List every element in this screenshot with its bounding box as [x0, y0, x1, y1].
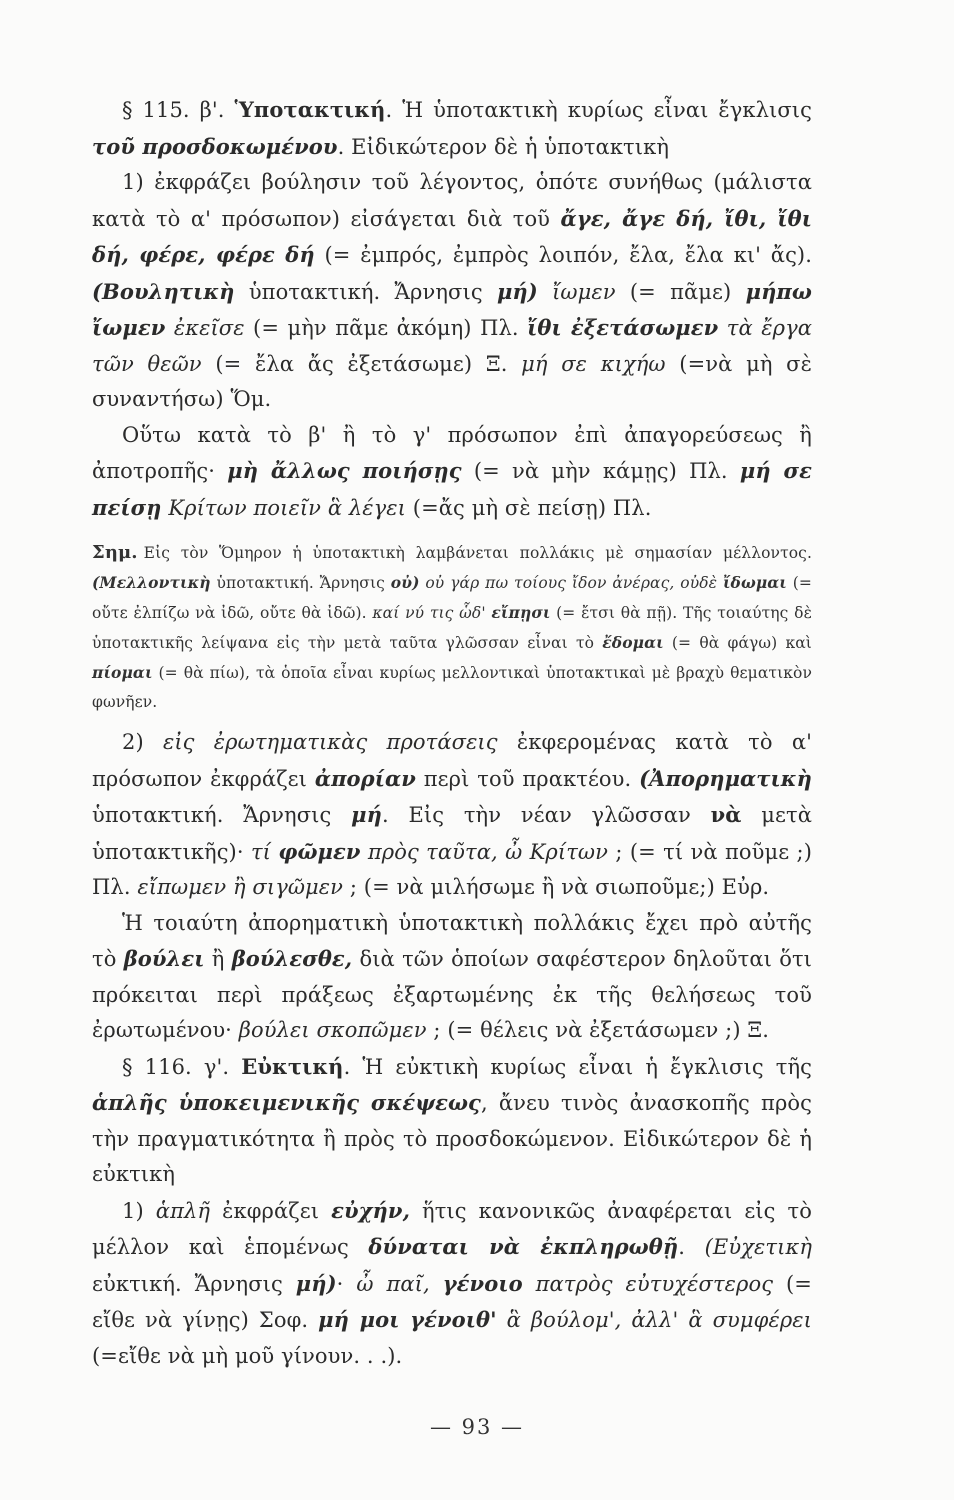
text-run: καί νύ τις ὧδ'	[372, 604, 486, 622]
text-run: ὦ παῖ,	[356, 1271, 430, 1296]
note-label: Σημ.	[92, 542, 138, 563]
paragraph-115-1b	[92, 418, 812, 527]
page-body	[92, 92, 812, 1374]
text-run: Ἡ τοιαύτη ἀπορηματικὴ ὑποτακτικὴ πολλάκις ἔχει πρὸ αὐτῆς τὸ	[92, 910, 812, 971]
text-run: ; (= θέλεις νὰ ἐξετάσωμεν ;) Ξ.	[426, 1018, 770, 1042]
text-run: εἴπῃσι	[491, 603, 551, 622]
text-run: (=νὰ μὴ σὲ συναντήσω) Ὅμ.	[92, 351, 812, 411]
text-run: μήπω ἴωμεν	[92, 278, 812, 340]
text-run: (Μελλοντικὴ	[92, 573, 211, 592]
text-run: 2)	[122, 730, 163, 754]
text-run: ὑποτακτική. Ἄρνησις	[210, 574, 391, 592]
text-run	[497, 1308, 507, 1332]
text-run: τοῦ προσδοκωμένου	[92, 133, 338, 159]
paragraph-115-1	[92, 165, 812, 418]
text-run: ἀπορίαν	[314, 765, 416, 791]
text-run: (= νὰ μὴν κάμῃς) Πλ.	[461, 459, 740, 483]
text-run	[718, 316, 726, 340]
text-run: ἢ	[204, 947, 232, 971]
text-run: μή σε κιχήω	[521, 351, 666, 376]
text-run: διὰ τῶν ὁποίων σαφέστερον δηλοῦται ὅτι πρόκειται περὶ πράξεως ἐξαρτωμένης ἐκ τῆς θελήσεως τοῦ ἐρωτωμένου·	[92, 947, 812, 1042]
text-run: ἃ βούλομ', ἀλλ' ἃ συμφέρει	[506, 1308, 812, 1332]
text-run: ἴθι ἐξετάσωμεν	[527, 315, 719, 340]
text-run: Ὑποτακτική	[234, 97, 386, 122]
text-run: πρὸς ταῦτα, ὦ Κρίτων	[367, 839, 609, 864]
text-run: ἁπλῆς ὑποκειμενικῆς σκέψεως	[92, 1090, 481, 1115]
text-run: .	[678, 1235, 705, 1259]
text-run: φῶμεν	[278, 838, 361, 864]
text-run: πατρὸς εὐτυχέστερος	[535, 1271, 774, 1296]
text-run: ἁπλῆ	[155, 1198, 211, 1223]
text-run: εὐχήν,	[331, 1197, 410, 1223]
text-run: εὐκτική. Ἄρνησις	[92, 1271, 296, 1296]
text-run	[361, 840, 368, 864]
page-number: — 93 —	[429, 1415, 525, 1439]
text-run: βούλει	[123, 946, 205, 971]
text-run	[165, 316, 173, 340]
section-116-heading	[92, 1049, 812, 1193]
text-run: ἄγε, ἄγε δή, ἴθι, ἴθι δή, φέρε, φέρε δή	[92, 205, 813, 267]
note-text	[92, 544, 812, 711]
text-run: γένοιο	[442, 1270, 523, 1296]
text-run: § 116. γ'.	[122, 1054, 242, 1079]
text-run: ἔδομαι	[602, 633, 664, 652]
text-run: τί	[250, 839, 272, 864]
text-run: τὰ ἔργα τῶν θεῶν	[92, 316, 813, 376]
paragraph-115-2	[92, 725, 812, 906]
text-run: μή σε πείσῃ	[92, 458, 812, 520]
text-run	[538, 280, 552, 304]
text-run: μή)	[295, 1270, 337, 1296]
text-run: ὑποτακτική. Ἄρνησις	[92, 803, 352, 827]
text-run: δύναται νὰ ἐκπληρωθῇ	[368, 1234, 679, 1259]
text-run: πίομαι	[92, 663, 153, 682]
text-run: Οὕτω κατὰ τὸ β' ἢ τὸ γ' πρόσωπον ἐπὶ ἀπαγορεύσεως ἢ ἀποτροπῆς·	[92, 422, 812, 483]
text-run: μή	[351, 802, 382, 827]
text-run: (Ἀπορηματικὴ	[639, 765, 813, 791]
text-run: Εὐκτική	[241, 1053, 344, 1079]
text-run: νὰ	[710, 802, 742, 827]
text-run: ·	[336, 1271, 357, 1296]
text-run: (= ἐμπρός, ἐμπρὸς λοιπόν, ἔλα, ἔλα κι' ἄς).	[314, 243, 812, 267]
text-run: , ἄνευ τινὸς ἀνασκοπῆς πρὸς τὴν πραγματικότητα ἢ πρὸς τὸ προσδοκώμενον. Εἰδικώτερον δὲ ἡ εὐκτικὴ	[92, 1091, 812, 1186]
text-run: Κρίτων ποιεῖν ἃ λέγει	[168, 495, 407, 520]
paragraph-116-1	[92, 1193, 812, 1375]
text-run: ἴωμεν	[552, 279, 616, 304]
text-run: (Εὐχετικὴ	[704, 1235, 812, 1259]
text-run: (= ἔτσι θὰ πῇ). Τῆς τοιαύτης δὲ ὑποτακτικῆς λείψανα εἰς τὴν μετὰ ταῦτα γλῶσσαν εἶναι τὸ	[92, 604, 812, 652]
text-run: . Εἰς τὴν νέαν γλῶσσαν	[381, 803, 711, 827]
text-run: (=εἴθε νὰ μὴ μοῦ γίνουν. . .).	[92, 1343, 403, 1368]
text-run: (= θὰ πίω), τὰ ὁποῖα εἶναι κυρίως μελλοντικαὶ ὑποτακτικαὶ μὲ βραχὺ θεματικὸν φωνῆεν.	[92, 664, 812, 711]
text-run: (= μὴν πᾶμε ἀκόμη) Πλ.	[244, 316, 528, 340]
text-run: μετὰ ὑποτακτικῆς)·	[92, 803, 812, 864]
text-run: ἐκφράζει	[210, 1198, 332, 1223]
text-run: Εἰς τὸν Ὅμηρον ἡ ὑποτακτικὴ λαμβάνεται πολλάκις μὲ σημασίαν μέλλοντος.	[143, 544, 812, 562]
text-run: ἐκφερομένας κατὰ τὸ α' πρόσωπον ἐκφράζει	[92, 730, 812, 791]
text-run: . Εἰδικώτερον δὲ ἡ ὑποτακτικὴ	[337, 134, 669, 159]
text-run: ἴδωμαι	[722, 573, 787, 592]
text-run: 1)	[122, 1198, 156, 1223]
text-run: 1) ἐκφράζει βούλησιν τοῦ λέγοντος, ὁπότε συνήθως (μάλιστα κατὰ τὸ α' πρόσωπον) εἰσάγεται διὰ τοῦ	[92, 170, 812, 231]
text-run: περὶ τοῦ πρακτέου.	[415, 766, 640, 791]
text-run: βούλει σκοπῶμεν	[238, 1018, 427, 1042]
footnote-note	[92, 538, 812, 717]
text-run: (= πᾶμε)	[615, 279, 746, 304]
text-run: (= εἴθε νὰ γίνῃς) Σοφ.	[92, 1271, 812, 1332]
text-run: μὴ ἄλλως ποιήσῃς	[227, 458, 462, 483]
text-run	[523, 1272, 536, 1296]
text-run: μή μοι γένοιθ'	[318, 1307, 497, 1332]
text-run: . Ἡ εὐκτικὴ κυρίως εἶναι ἡ ἔγκλισις τῆς	[343, 1054, 812, 1079]
text-run: βούλεσθε,	[231, 946, 353, 971]
text-run: (=ἄς μὴ σὲ πείσῃ) Πλ.	[406, 495, 652, 520]
section-115-heading	[92, 92, 812, 165]
text-run: ἐκεῖσε	[173, 316, 245, 340]
text-run: ; (= νὰ μιλήσωμε ἢ νὰ σιωποῦμε;) Εὐρ.	[343, 875, 770, 899]
paragraph-115-2b	[92, 906, 812, 1049]
text-run: (Βουλητικὴ	[92, 278, 235, 304]
text-run: οὐ γάρ πω τοίους ἴδον ἀνέρας, οὐδὲ	[425, 574, 718, 592]
text-run: (= ἔλα ἄς ἐξετάσωμε) Ξ.	[201, 351, 522, 376]
text-run: (= θὰ φάγω) καὶ	[663, 634, 812, 652]
text-run: οὐ)	[390, 573, 420, 592]
text-run: μή)	[496, 278, 538, 304]
text-run: § 115. β'.	[122, 98, 235, 122]
text-run: ; (= τί νὰ ποῦμε ;) Πλ.	[92, 839, 813, 899]
text-run: (= οὔτε ἐλπίζω νὰ ἰδῶ, οὔτε θὰ ἰδῶ).	[92, 574, 813, 622]
text-run: ὑποτακτική. Ἄρνησις	[234, 279, 497, 304]
text-run: ἥτις κανονικῶς ἀναφέρεται εἰς τὸ μέλλον καὶ ἑπομένως	[92, 1198, 812, 1259]
text-run	[430, 1272, 443, 1296]
text-run: . Ἡ ὑποτακτικὴ κυρίως εἶναι ἔγκλισις	[385, 98, 812, 122]
text-run: εἰς ἐρωτηματικὰς προτάσεις	[162, 730, 498, 754]
text-run: εἴπωμεν ἢ σιγῶμεν	[137, 875, 344, 899]
